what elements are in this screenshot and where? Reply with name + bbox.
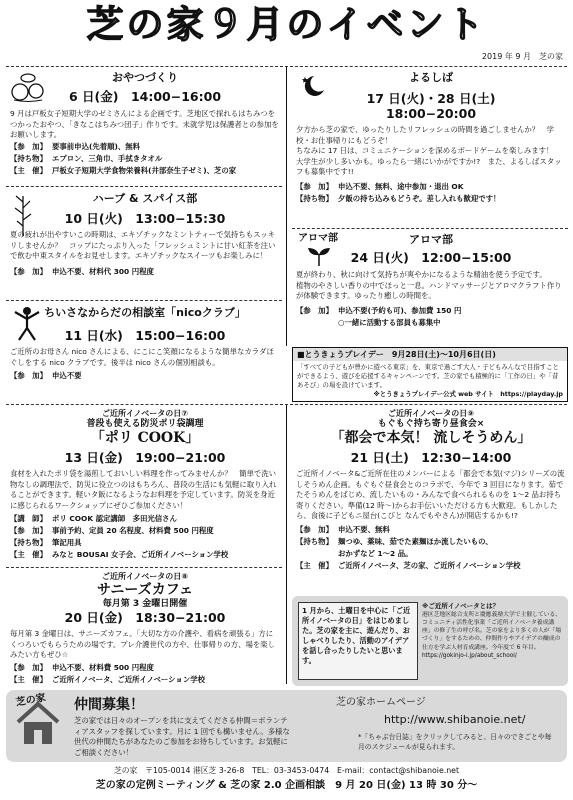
meeting-line: 芝の家の定例ミーティング & 芝の家 2.0 企画相談 9 月 20 日(金) 13 時 30 分〜 [95,780,478,791]
event-time: 11 日(水) 15:00−16:00 [64,328,226,343]
info-key: 【参 加】 [296,181,333,191]
innovator-url[interactable]: https://gokinjo-i.jp/about_school/ [422,652,517,659]
event-aroma [296,232,566,329]
info-value: 申込不要 [52,371,82,381]
event-poricook [10,408,280,561]
info-row [10,165,280,177]
info-key: 【参 加】 [296,305,333,315]
info-row [296,548,566,560]
info-key: 【参 加】 [10,141,47,151]
info-value: 事前予約、定員 20 名程度、材料費 500 円程度 [52,526,214,536]
logo-text: 芝の家 [15,692,47,709]
event-description: 9 月は戸板女子短期大学のゼミさんによる企画です。芝地区で採れるはちみつをつかったおやつ、「きなこはちみつ団子」作りです。未就学児は保護者との参加をお願いします。 [10,109,279,140]
info-key: 【持ち物】 [10,153,47,163]
homepage-url[interactable]: http://www.shibanoie.net/ [384,713,526,726]
info-row [296,536,566,548]
event-title: ハーブ & スパイス部 [92,192,198,205]
innovator-intro: 1 月から、土曜日を中心に「ご近所イノベータの日」をはじめました。芝の家を主に、遊んだり、おしゃべりしたり、活動のアイデアを話し合ったりしたいと思います。 [298,602,418,680]
info-row [10,537,280,549]
info-row [10,141,280,153]
info-key: 【主 催】 [10,550,47,560]
info-row [10,370,280,382]
info-value: 申込不要、材料代 300 円程度 [52,266,154,276]
event-time: 18:00−20:00 [385,106,477,121]
info-key [296,317,338,329]
recruit-title: 仲間募集！ [74,697,144,713]
event-series: ご近所イノベータの日⑨ [388,409,474,418]
event-subtitle: もぐもぐ持ち寄り昼食会× [377,419,485,429]
playday-box [292,347,568,402]
section-divider [6,66,567,67]
section-divider [6,300,282,301]
event-title: 「都会で本気！ 流しそうめん」 [330,430,532,446]
info-row [296,524,566,536]
event-yorushiba [296,70,566,205]
info-key: 【持ち物】 [296,536,333,546]
playday-link[interactable]: ※とうきょうプレイデー公式 web サイト https://playday.jp [373,390,563,399]
innovator-definition-heading: ※ご近所イノベータとは？ [422,602,500,610]
event-title: おやつづくり [112,71,178,84]
event-description: ご近所のお母さん nico さんによる、にこにこ笑顔になるような簡単なカラダほぐしをする nico クラブです。後半は nico さんの個別相談も。 [10,347,274,367]
page-title: 芝の家９月のイベント [86,2,487,46]
info-key: 【参 加】 [10,526,47,536]
event-description-2: 植物のやさしい香りの中でほっと一息。ハンドマッサージとアロマクラフト作りが体験できます。ゆったり癒しの時間を。 [296,280,562,301]
info-row [10,153,280,165]
info-value: 申込不要、無料 [338,524,390,534]
info-key: 【参 加】 [10,662,47,672]
info-key: 【主 催】 [10,674,47,684]
info-key [296,548,338,560]
info-row [10,525,280,537]
event-herb [10,191,280,278]
info-value: おかずなど 1〜2 品。 [338,548,413,558]
info-key: 【主 催】 [296,560,333,570]
info-value: 要事前申込(先着順)、無料 [52,141,141,151]
info-key: 【参 加】 [10,371,47,381]
info-value: 申込不要(予約も可)、参加費 150 円 [338,305,462,315]
info-value: 申込不要、材料費 500 円程度 [52,662,154,672]
event-subtitle: 普段も使える防災ポリ袋調理 [86,419,204,429]
info-key: 【参 加】 [10,266,47,276]
info-value: みなと BOUSAI 女子会、ご近所イノベーション学校 [52,550,229,560]
info-value: ○一緒に活動する部員も募集中 [338,317,441,327]
info-row [10,513,280,525]
info-key: 【講 師】 [10,514,47,524]
event-time: 21 日(土) 12:30−14:00 [350,450,512,465]
event-time: 24 日(火) 12:00−15:00 [350,250,512,265]
info-value: 麺つゆ、薬味、茹でた素麺ほか流したいもの、 [338,536,493,546]
event-sunnys-cafe [10,571,280,686]
issue-date: 2019 年 9 月 芝の家 [481,52,563,61]
event-time: 20 日(金) 18:30−21:00 [64,610,226,625]
innovator-definition-body: 港区芝地区総合支所と慶應義塾大学で主催している、コミュニティ活性化事業「ご近所イノベータ養成講座」の修了生の呼び名。芝の家をより多くの人が「場づくり」をするための、仲間作りやアイデアの醸成の仕方を学ぶ人材育成講座。今年度で 6 年目。 [422,612,562,651]
info-value: 夕飯の持ち込みもどうぞ。差し入れも歓迎です！ [338,193,501,203]
event-oyatsu [10,70,280,177]
info-key: 【参 加】 [296,524,333,534]
event-nagashi-somen [296,408,566,572]
info-value: エプロン、三角巾、手拭きタオル [52,153,163,163]
event-title: よるしば [409,71,453,84]
event-series: ご近所イノベータの日⑦ [102,409,188,418]
address-line: 芝の家 〒105-0014 港区芝 3-26-8 TEL：03-3453-0474 E-mail：contact@shibanoie.net [113,766,460,775]
info-row [10,266,280,278]
column-divider [286,404,287,684]
info-row [10,674,280,686]
info-row [296,317,566,329]
info-value: 筆記用具 [52,538,82,548]
info-row [296,193,566,205]
event-description: 食材を入れたポリ袋を湯煎しておいしい料理を作ってみませんか？ 簡単で洗い物なしの調理法で、防災に役立つのはもちろん、普段の生活にも気軽に取り入れることができます。軽いタ飯になるようなお料理を予定しています。防災を身近に感じられるワークショップにぜひご参加ください！ [10,469,277,510]
event-description-2: ちなみに 17 日は、コミュニケーションを深めるボードゲームを楽しみます！ 大学生が少し多いかも。ゆったら一緒にいかがですか!? また、よるしばスタッフも募集中です!! [296,146,562,177]
section-divider [6,404,567,405]
event-description: 毎月第 3 金曜日は、サニーズカフェ。「大切な方の介護や、看病を頑張る」方にくつろいでもらうための場です。プレ介護世代の方や、仕事帰りの方、場を楽しみたい方もぜひ☆ [10,629,276,660]
info-value: ポリ COOK 認定講師 多田光信さん [52,514,177,524]
info-row [10,549,280,561]
event-description: 夕方から芝の家で、ゆったりしたリフレッシュの時間を過ごしませんか？ 学校・お仕事帰りにもどうぞ！ [296,125,554,145]
homepage-label: 芝の家ホームページ [336,697,426,708]
section-divider [292,228,568,229]
event-description: 夏の疲れが出やすいこの時期は、エキゾチックなミントティーで気持ちもスッキリしませんか？ コップにたっぷり入った「フレッシュミントに甘い紅茶を注いで飲む中東スタイルをお見せします。エキゾチックなスイーツもお楽しみに！ [10,230,276,261]
info-key: 【主 催】 [10,165,47,175]
event-description: ご近所イノベータ&ご近所在住のメンバーによる「都会で本気(マジ)シリーズの流しそうめん企画。もぐもぐ昼食会とのコラボで、今年で 3 回目になります。茹でたそうめんをばじめ、流したいもの・みんなで食べられるものを 1〜2 品お持ち寄りください。準備(12 時〜)からお手伝いいただける方も大歓迎。もしかしたら、食後に子どもニ屋台(こびと なんでもやさん)が開店するかも!? [296,469,565,521]
column-divider [286,66,287,346]
section-divider [6,567,282,568]
event-subtitle: 毎月第 3 金曜日開催 [102,599,188,609]
info-key: 【持ち物】 [10,538,47,548]
info-value: 申込不要、無料、途中参加・退出 OK [338,181,464,191]
info-row [296,181,566,193]
recruit-description: 芝の家では日々のオープンを共に支えてくださる仲間＝ボランティアスタッフを探しています。月に 1 回でも構いません。多様な世代の仲間たちがあなたのご参加をお待ちしています。お気軽にご相談ください！ [74,716,290,758]
playday-heading: ■とうきょうプレイデー 9月28日(土)〜10月6日(日) [293,348,567,361]
info-row [10,662,280,674]
event-title: 「ポリ COOK」 [90,430,200,446]
aroma-tag: アロマ部 [298,233,338,244]
homepage-note: *「ちゃぶ台日誌」をクリックしてみると、日々のできごとや毎月のスケジュールが見られます。 [358,733,552,752]
event-time: 13 日(金) 19:00−21:00 [64,450,226,465]
recruit-footer [6,690,567,762]
info-value: 戸板女子短期大学食物栄養科(井部奈生子ゼミ)、芝の家 [52,165,237,175]
event-nico [10,305,280,382]
info-value: ご近所イノベータ、芝の家、ご近所イノベーション学校 [338,560,521,570]
event-description: 夏が終わり、秋に向けて気持ちが爽やかになるような精油を使う予定です。 [296,270,547,279]
info-row [296,305,566,317]
event-title: ちいさなからだの相談室「nicoクラブ」 [44,306,246,319]
event-time: 6 日(金) 14:00−16:00 [68,89,222,104]
playday-body: 「すべての子どもが豊かに遊べる東京」を、東京で過ごす大人・子どもみんなで目指すことができるよう、遊びを応援するキャンペーンです。芝の家でも積極的に「工作の日」や「昔あそび」の場を設けています。 [297,363,559,390]
info-key: 【持ち物】 [296,193,333,203]
section-divider [6,186,282,187]
event-title: サニーズカフェ [96,582,194,598]
event-series: ご近所イノベータの日⑧ [102,572,188,581]
innovator-definition [422,602,562,660]
event-date: 17 日(火)・28 日(土) [366,91,496,106]
event-title: アロマ部 [409,233,453,246]
info-row [296,560,566,572]
innovator-info-box [292,596,568,686]
info-value: ご近所イノベータ、ご近所イノベーション学校 [52,674,205,684]
event-time: 10 日(火) 13:00−15:30 [64,211,226,226]
